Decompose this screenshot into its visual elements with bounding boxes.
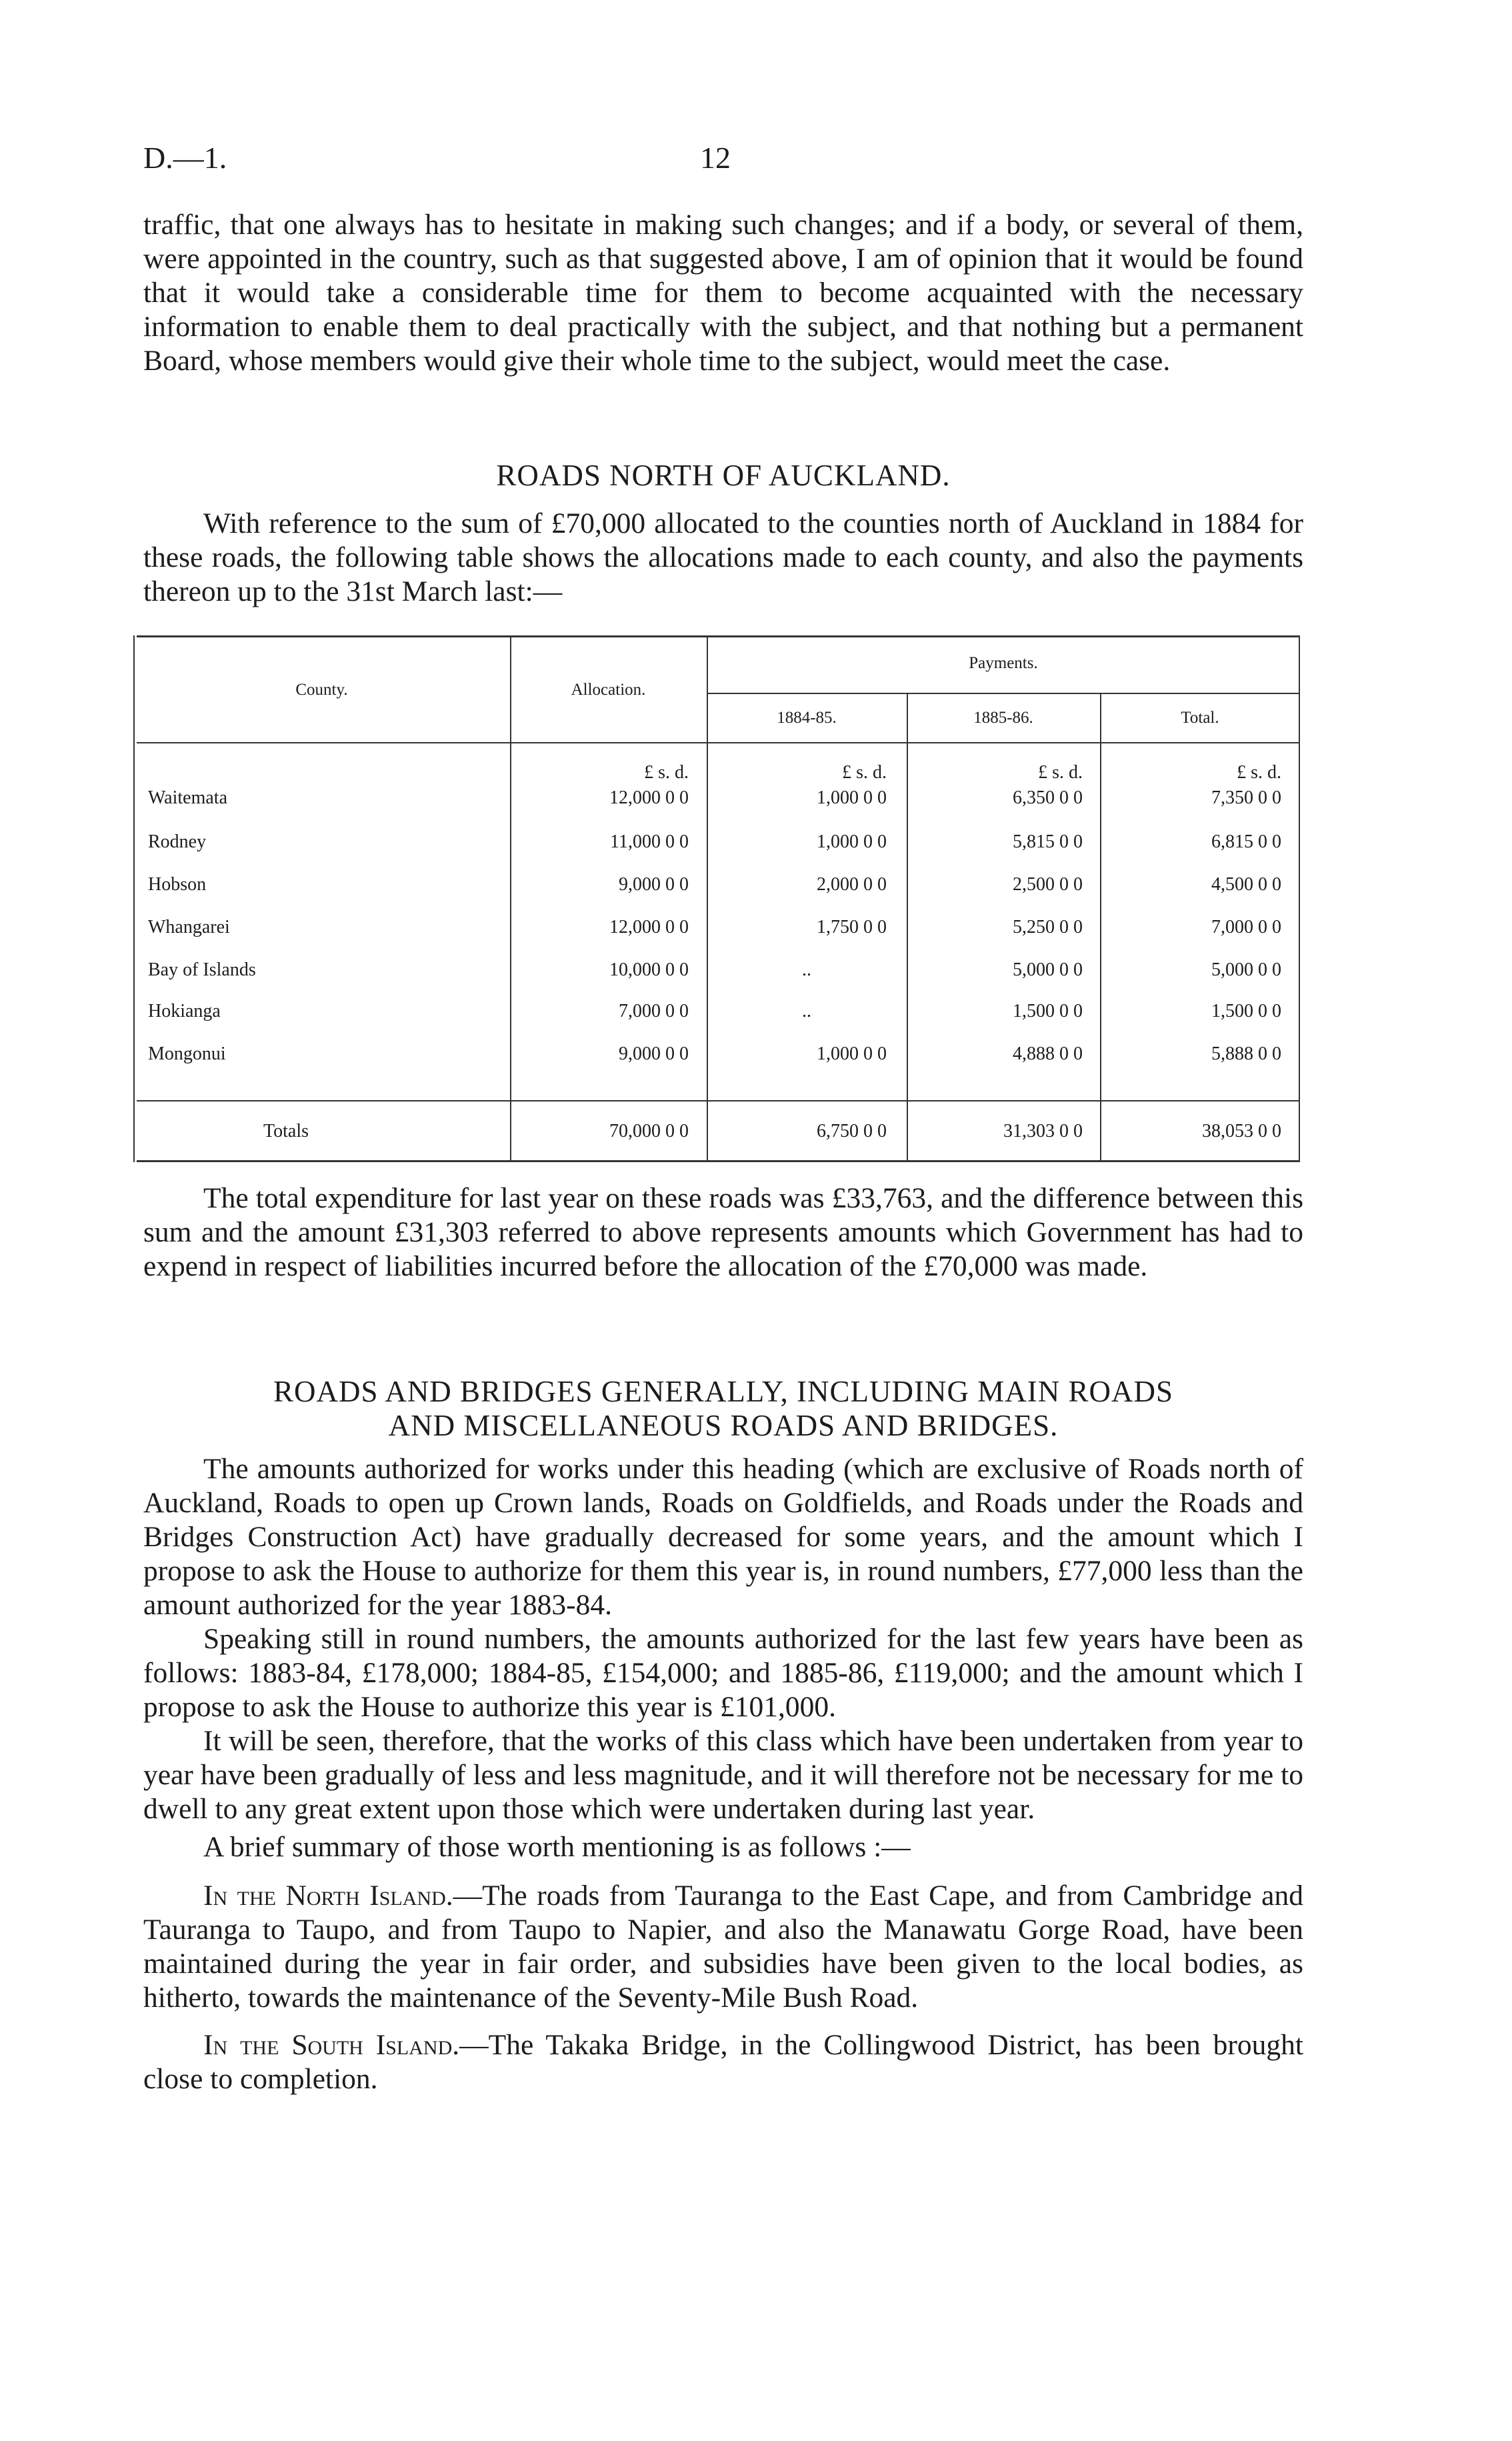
table-row-total: 6,815 0 0 [1211, 831, 1281, 852]
table-rule-bottom [137, 1160, 1300, 1162]
header-total: Total. [1181, 709, 1219, 727]
section-roads-north-body [143, 507, 1303, 609]
section-heading-roads-bridges-line2: AND MISCELLANEOUS ROADS AND BRIDGES. [388, 1409, 1059, 1442]
unit-total: £ s. d. [1237, 762, 1281, 783]
south-island-label: In the South Island. [203, 2029, 460, 2061]
unit-1885-86: £ s. d. [1038, 762, 1083, 783]
table-row-1885-86: 6,350 0 0 [1013, 787, 1083, 808]
table-row-county: Hokianga [148, 1001, 221, 1021]
table-row-1884-85: 1,000 0 0 [817, 787, 887, 808]
table-row-allocation: 12,000 0 0 [609, 917, 689, 937]
intro-block [143, 208, 1303, 378]
header-1884-85: 1884-85. [777, 709, 837, 727]
table-row-total: 7,000 0 0 [1211, 917, 1281, 937]
table-row-county: Mongonui [148, 1043, 226, 1064]
unit-allocation: £ s. d. [644, 762, 689, 783]
after-table-block [143, 1181, 1303, 1284]
table-row-1885-86: 5,250 0 0 [1013, 917, 1083, 937]
section-roads-bridges-body [143, 1452, 1303, 2096]
header-payments: Payments. [969, 654, 1038, 672]
allocations-table [133, 635, 1301, 1163]
document-reference: D.—1. [143, 141, 227, 175]
table-row-county: Bay of Islands [148, 959, 256, 980]
table-rule-totals [137, 1100, 1300, 1101]
table-row-1884-85: .. [802, 959, 811, 980]
table-row-county: Hobson [148, 874, 207, 895]
table-row-county: Waitemata [148, 787, 228, 808]
totals-1884-85: 6,750 0 0 [817, 1121, 887, 1141]
section-heading-roads-north: ROADS NORTH OF AUCKLAND. [496, 459, 951, 492]
table-row-allocation: 10,000 0 0 [609, 959, 689, 980]
table-row-1884-85: 1,000 0 0 [817, 1043, 887, 1064]
table-rule-payments [707, 693, 1300, 694]
header-allocation: Allocation. [571, 681, 646, 699]
table-row-1884-85: .. [802, 1001, 811, 1021]
table-row-allocation: 7,000 0 0 [619, 1001, 689, 1021]
page-number: 12 [700, 141, 731, 175]
south-island-paragraph [143, 2028, 1303, 2096]
table-row-1885-86: 1,500 0 0 [1013, 1001, 1083, 1021]
totals-1885-86: 31,303 0 0 [1003, 1121, 1083, 1141]
table-row-1884-85: 2,000 0 0 [817, 874, 887, 895]
north-island-label: In the North Island. [203, 1880, 453, 1912]
table-row-1884-85: 1,750 0 0 [817, 917, 887, 937]
table-row-1884-85: 1,000 0 0 [817, 831, 887, 852]
north-island-paragraph [143, 1879, 1303, 2015]
table-row-1885-86: 5,000 0 0 [1013, 959, 1083, 980]
north-island-text: —The roads from Tauranga to the East Cape, and from Cambridge and Tauranga to Taupo, and from Taupo to Napier, and also the Manawatu Gorge Road, have been maintained during the year in fair order, and subsidies have been given to the local bodies, as hitherto, towards the maintenance of the Seventy-Mile Bush Road. [143, 1880, 1303, 2014]
table-row-county: Whangarei [148, 917, 230, 937]
section-roads-north [143, 459, 1303, 493]
table-row-1885-86: 2,500 0 0 [1013, 874, 1083, 895]
expenditure-paragraph: The total expenditure for last year on these roads was £33,763, and the difference between this sum and the amount £31,303 referred to above represents amounts which Government has had to expend in respect of liabilities incurred before the allocation of the £70,000 was made. [143, 1182, 1303, 1282]
section-heading-roads-bridges-line1: ROADS AND BRIDGES GENERALLY, INCLUDING MAIN ROADS [273, 1375, 1173, 1408]
roads-bridges-paragraph-4: A brief summary of those worth mentioning is as follows :— [203, 1831, 911, 1863]
table-row-1885-86: 4,888 0 0 [1013, 1043, 1083, 1064]
header-county: County. [295, 681, 348, 699]
table-rule-header [137, 742, 1300, 743]
table-row-total: 7,350 0 0 [1211, 787, 1281, 808]
roads-bridges-paragraph-2: Speaking still in round numbers, the amounts authorized for the last few years have been as follows: 1883-84, £178,000; 1884-85, £154,000; and 1885-86, £119,000; and the amount which I propose to ask the House to authorize this year is £101,000. [143, 1623, 1303, 1723]
table-row-allocation: 11,000 0 0 [610, 831, 689, 852]
table-row-total: 5,000 0 0 [1211, 959, 1281, 980]
roads-bridges-paragraph-3: It will be seen, therefore, that the works of this class which have been undertaken from year to year have been gradually of less and less magnitude, and it will therefore not be necessary for me to dwell to any great extent upon those which were undertaken during last year. [143, 1725, 1303, 1825]
section-roads-bridges [143, 1375, 1303, 1443]
table-row-total: 1,500 0 0 [1211, 1001, 1281, 1021]
totals-label: Totals [263, 1121, 309, 1141]
table-row-county: Rodney [148, 831, 207, 852]
unit-1884-85: £ s. d. [842, 762, 887, 783]
table-row-total: 5,888 0 0 [1211, 1043, 1281, 1064]
table-row-allocation: 9,000 0 0 [619, 874, 689, 895]
page-header [143, 140, 1303, 180]
table-row-total: 4,500 0 0 [1211, 874, 1281, 895]
intro-paragraph: traffic, that one always has to hesitate in making such changes; and if a body, or several of them, were appointed in the country, such as that suggested above, I am of opinion that it would be found that it would take a considerable time for them to become acquainted with the necessary information to enable them to deal practically with the subject, and that nothing but a permanent Board, whose members would give their whole time to the subject, would meet the case. [143, 209, 1303, 377]
table-border-left [133, 635, 135, 1162]
table-divider-county [510, 635, 511, 1162]
table-row-1885-86: 5,815 0 0 [1013, 831, 1083, 852]
table-row-allocation: 9,000 0 0 [619, 1043, 689, 1064]
table-row-allocation: 12,000 0 0 [609, 787, 689, 808]
table-rule-top [137, 635, 1300, 637]
header-1885-86: 1885-86. [973, 709, 1033, 727]
roads-north-paragraph: With reference to the sum of £70,000 allocated to the counties north of Auckland in 1884 for these roads, the following table shows the allocations made to each county, and also the payments thereon up to the 31st March last:— [143, 507, 1303, 607]
south-island-text: —The Takaka Bridge, in the Collingwood District, has been brought close to completion. [143, 2029, 1303, 2095]
totals-allocation: 70,000 0 0 [609, 1121, 689, 1141]
roads-bridges-paragraph-1: The amounts authorized for works under this heading (which are exclusive of Roads north of Auckland, Roads to open up Crown lands, Roads on Goldfields, and Roads under the Roads and Bridges Construction Act) have gradually decreased for some years, and the amount which I propose to ask the House to authorize for them this year is, in round numbers, £77,000 less than the amount authorized for the year 1883-84. [143, 1453, 1303, 1621]
totals-total: 38,053 0 0 [1202, 1121, 1281, 1141]
